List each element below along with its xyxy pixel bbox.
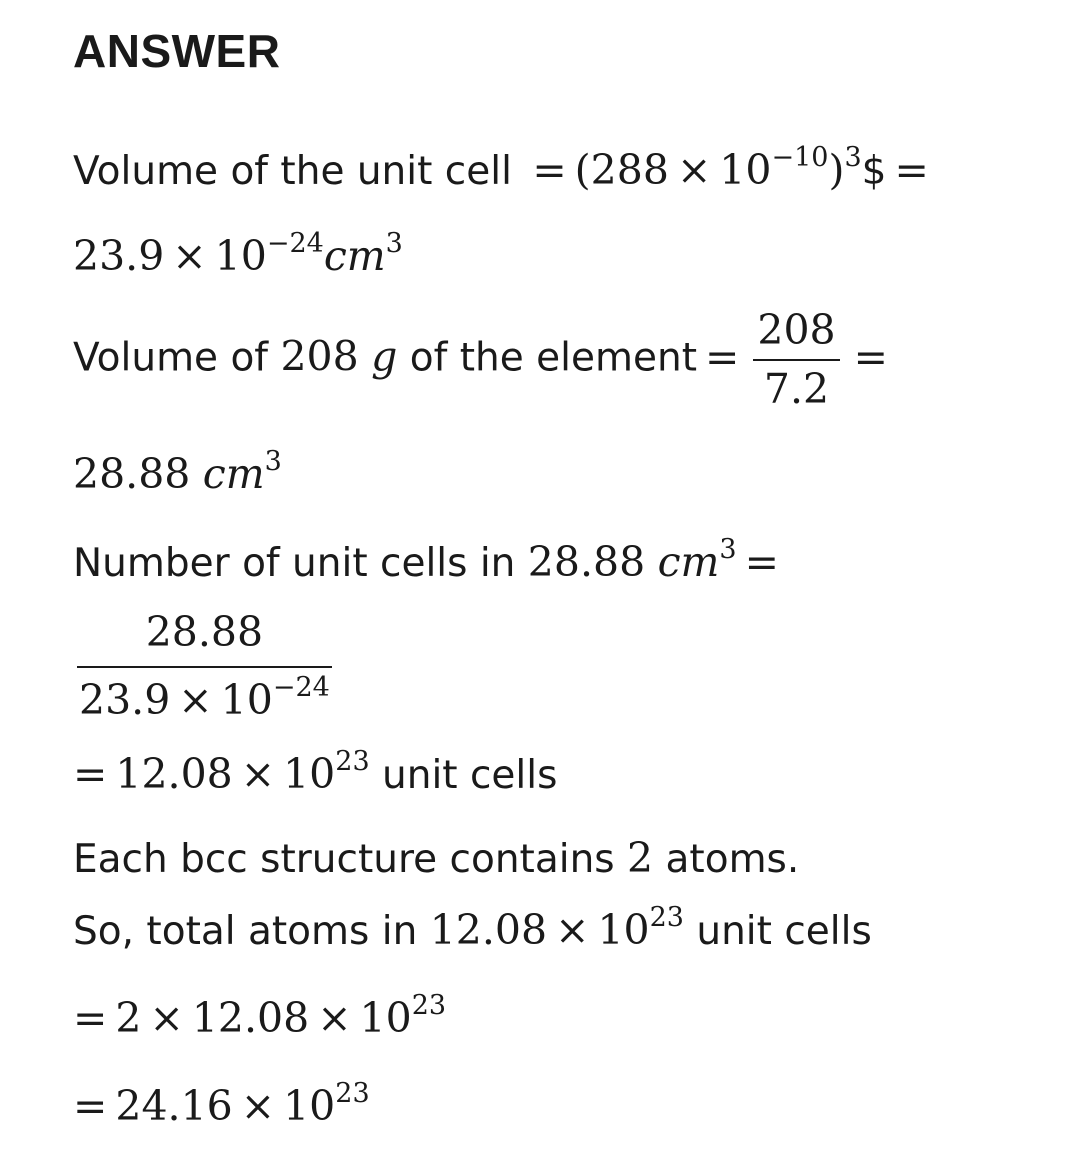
equals-sign: = (73, 1082, 108, 1130)
bcc-text-a: Each bcc structure contains (73, 837, 615, 882)
grams-symbol: g (371, 332, 398, 381)
unit-exponent: 3 (264, 446, 282, 477)
times-sign: × (555, 906, 590, 954)
power-base: 10 (283, 1082, 336, 1130)
power-exponent: −24 (272, 672, 330, 703)
unit-cell-volume-line (73, 142, 937, 194)
volume-value: 28.88 (73, 450, 191, 498)
dollar-sign: $ (861, 149, 887, 194)
power-base: 10 (719, 146, 772, 194)
total-atoms-line (73, 902, 872, 954)
total-atoms-value: 24.16 (115, 1082, 233, 1130)
unit-exponent: 3 (385, 228, 403, 259)
power-exponent: −10 (771, 142, 829, 173)
fraction-denominator: 7.2 (763, 365, 830, 413)
element-volume-label-a: Volume of (73, 335, 269, 381)
left-paren: ( (574, 146, 591, 194)
answer-heading: ANSWER (73, 25, 281, 77)
unit-cell-count-label: Number of unit cells in (73, 541, 516, 586)
unit-cm: cm (323, 232, 386, 280)
power-exponent: −24 (266, 228, 324, 259)
times-sign: × (178, 676, 213, 724)
equals-sign: = (853, 332, 888, 381)
fraction-numerator: 28.88 (77, 608, 332, 668)
cube-exponent: 3 (844, 142, 862, 173)
power-exponent: 23 (335, 746, 370, 777)
volume-value: 28.88 (527, 538, 646, 586)
equals-sign: = (894, 146, 929, 194)
power-base: 10 (214, 232, 267, 280)
element-volume-result (73, 446, 282, 498)
fraction-numerator: 208 (753, 310, 839, 361)
total-atoms-text-a: So, total atoms in (73, 909, 418, 954)
atoms-per-cell: 2 (627, 834, 654, 882)
mass-over-density-fraction (753, 306, 839, 413)
times-sign: × (676, 146, 712, 194)
right-paren: ) (828, 146, 845, 194)
count-value: 12.08 (115, 750, 233, 798)
element-volume-label-b: of the element (409, 335, 697, 381)
bcc-atoms-line (73, 834, 800, 882)
edge-length-value: 288 (590, 146, 669, 194)
equals-sign: = (73, 994, 108, 1042)
equals-sign: = (532, 146, 567, 194)
power-base: 10 (359, 994, 412, 1042)
unit-cell-count-fraction (77, 608, 332, 724)
equals-sign: = (73, 750, 108, 798)
power-base: 10 (220, 676, 273, 724)
times-sign: × (240, 1082, 276, 1130)
unit-cm: cm (202, 450, 265, 498)
unit-cell-volume-result (73, 228, 403, 280)
denominator-value: 23.9 (79, 676, 171, 724)
unit-cm: cm (657, 538, 720, 586)
total-atoms-result (73, 1078, 370, 1130)
power-exponent: 23 (411, 990, 447, 1021)
total-atoms-expression (73, 990, 447, 1042)
times-sign: × (149, 994, 184, 1042)
times-sign: × (317, 994, 352, 1042)
power-base: 10 (597, 906, 650, 954)
times-sign: × (240, 750, 276, 798)
times-sign: × (172, 232, 207, 280)
unit-exponent: 3 (719, 534, 737, 565)
volume-value: 23.9 (73, 232, 165, 280)
unit-cell-count-line (73, 534, 787, 586)
element-volume-line (73, 306, 896, 413)
total-atoms-text-b: unit cells (696, 909, 872, 954)
unit-cell-volume-label: Volume of the unit cell (73, 149, 512, 194)
unit-cell-count-result (73, 746, 558, 798)
power-base: 10 (283, 750, 336, 798)
power-exponent: 23 (335, 1078, 370, 1109)
fraction-denominator (77, 668, 332, 724)
unit-cells-label: unit cells (382, 753, 558, 798)
equals-sign: = (744, 538, 779, 586)
equals-sign: = (705, 332, 740, 381)
bcc-text-b: atoms. (665, 837, 800, 882)
count-value: 12.08 (429, 906, 548, 954)
power-exponent: 23 (649, 902, 684, 933)
mass-value: 208 (280, 332, 359, 381)
atoms-per-cell: 2 (115, 994, 142, 1042)
count-value: 12.08 (191, 994, 310, 1042)
